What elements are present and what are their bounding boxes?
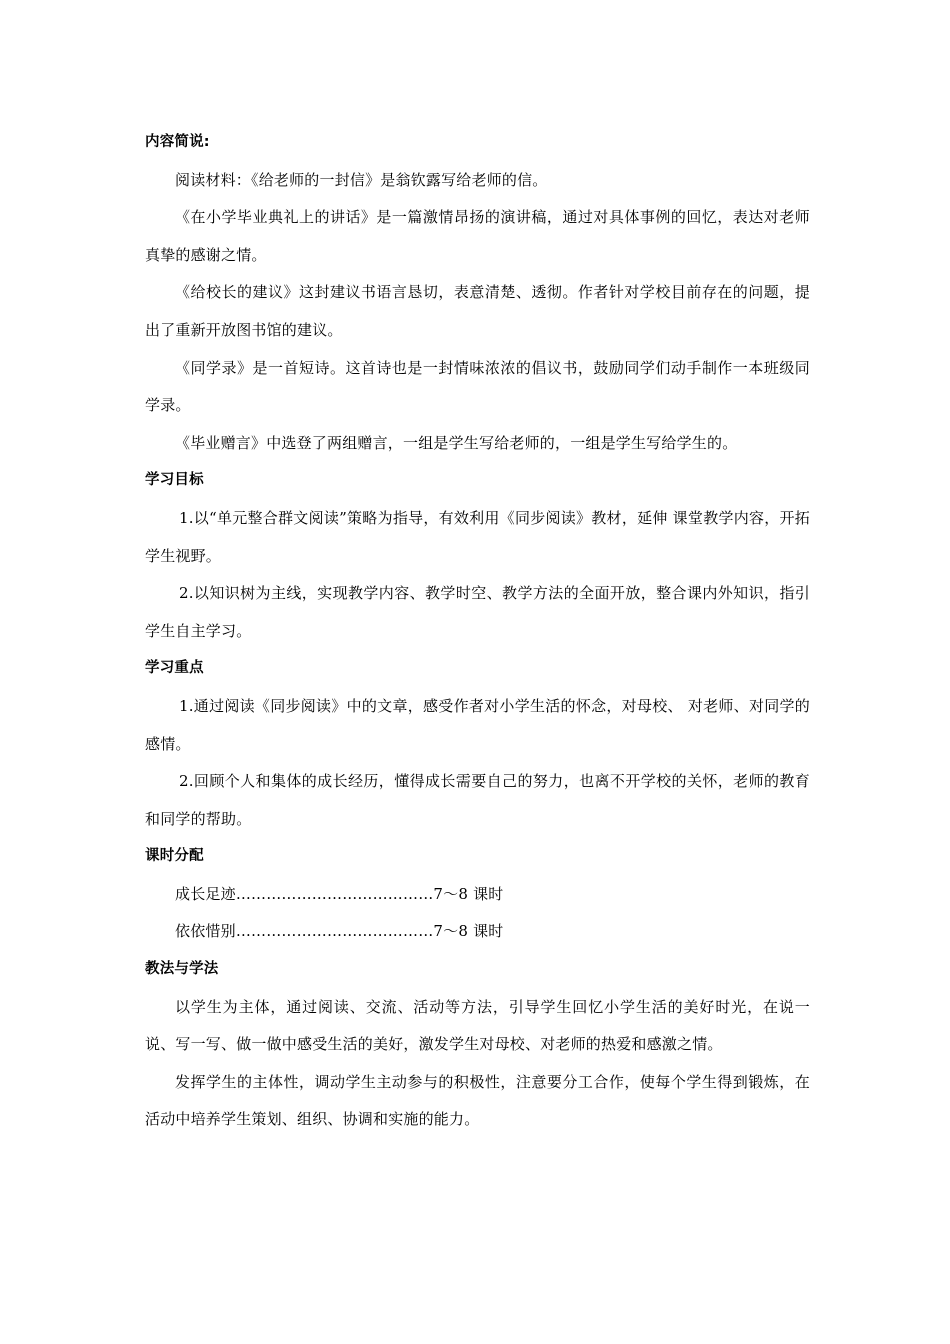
summary-paragraph: 《给校长的建议》这封建议书语言恳切，表意清楚、透彻。作者针对学校目前存在的问题，提出了重新开放图书馆的建议。 <box>145 283 810 339</box>
learning-goal-item: 2.以知识树为主线，实现教学内容、教学时空、教学方法的全面开放，整合课内外知识，指引学生自主学习。 <box>145 584 810 640</box>
method-paragraph: 发挥学生的主体性，调动学生主动参与的积极性，注意要分工合作，使每个学生得到锻炼，在活动中培养学生策划、组织、协调和实施的能力。 <box>145 1072 810 1129</box>
summary-paragraph: 《在小学毕业典礼上的讲话》是一篇激情昂扬的演讲稿，通过对具体事例的回忆，表达对老师真挚的感谢之情。 <box>145 208 810 264</box>
key-point-item: 1.通过阅读《同步阅读》中的文章，感受作者对小学生活的怀念，对母校、 对老师、对同学的感情。 <box>145 696 810 753</box>
summary-paragraph: 《同学录》是一首短诗。这首诗也是一封情味浓浓的倡议书，鼓励同学们动手制作一本班级同学录。 <box>145 358 810 415</box>
section-heading-teaching-methods: 教法与学法 <box>145 961 219 978</box>
section-heading-key-points: 学习重点 <box>145 660 204 677</box>
section-heading-lesson-allocation: 课时分配 <box>145 848 204 865</box>
section-heading-learning-goals: 学习目标 <box>145 472 204 489</box>
allocation-row <box>145 876 810 914</box>
allocation-leader-dots: ………………………………… <box>235 922 434 941</box>
summary-paragraph: 阅读材料：《给老师的一封信》是翁钦露写给老师的信。 <box>175 170 548 189</box>
allocation-unit-name: 依依惜别 <box>175 922 236 941</box>
allocation-row <box>145 913 810 951</box>
allocation-unit-name: 成长足迹 <box>175 884 236 903</box>
key-point-item: 2.回顾个人和集体的成长经历，懂得成长需要自己的努力，也离不开学校的关怀，老师的教育和同学的帮助。 <box>145 772 810 828</box>
section-heading-content-summary: 内容简说: <box>145 134 210 150</box>
learning-goal-item: 1.以“单元整合群文阅读”策略为指导，有效利用《同步阅读》教材，延伸 课堂教学内容，开拓学生视野。 <box>145 508 810 565</box>
method-paragraph: 以学生为主体，通过阅读、交流、活动等方法，引导学生回忆小学生活的美好时光，在说一说、写一写、做一做中感受生活的美好，激发学生对母校、对老师的热爱和感激之情。 <box>145 997 810 1054</box>
allocation-hours: 7～8 课时 <box>433 884 504 903</box>
allocation-leader-dots: ………………………………… <box>235 884 434 903</box>
document-body <box>145 124 810 1139</box>
summary-paragraph: 《毕业赠言》中选登了两组赠言，一组是学生写给老师的，一组是学生写给学生的。 <box>175 433 738 452</box>
allocation-hours: 7～8 课时 <box>433 922 504 941</box>
